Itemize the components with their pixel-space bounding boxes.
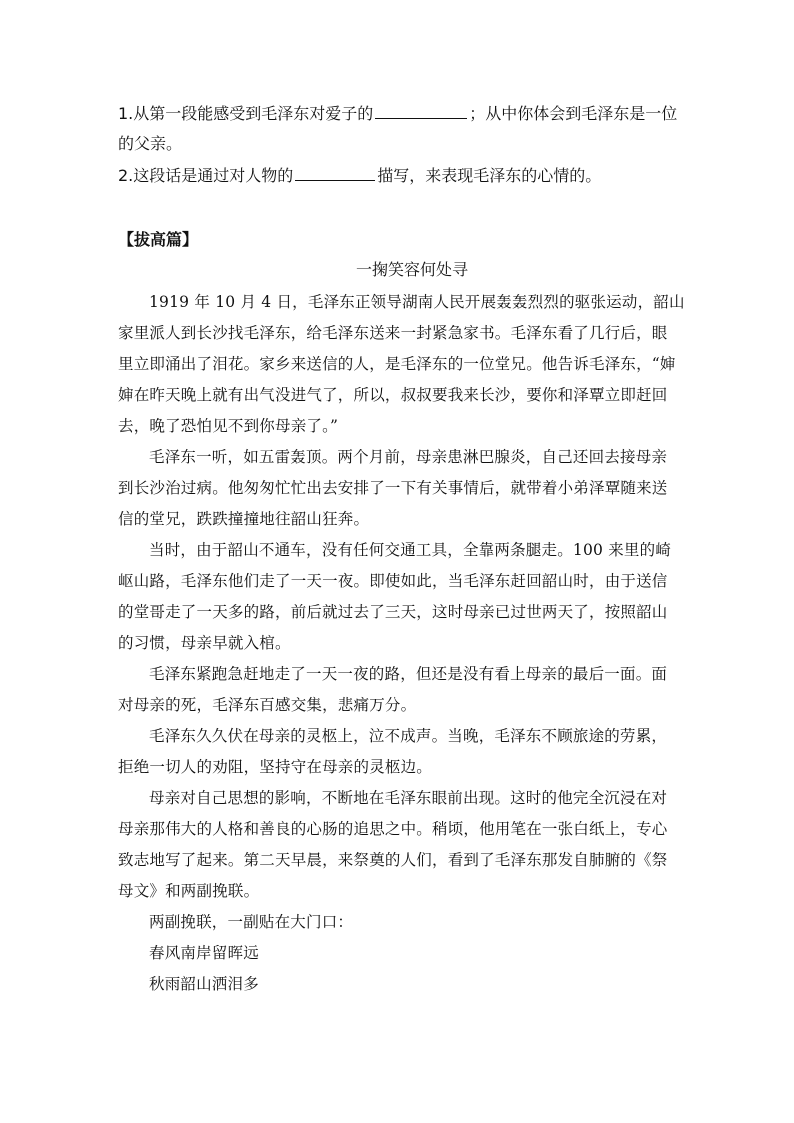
text-line: 当时，由于韶山不通车，没有任何交通工具，全靠两条腿走。100 来里的崎: [149, 541, 672, 559]
question-1-text-after: ；从中你体会到毛泽东是一位: [469, 104, 678, 123]
text-line: 致志地写了起来。第二天早晨，来祭奠的人们，看到了毛泽东那发自肺腑的《祭: [118, 851, 668, 869]
text-line: 对母亲的死，毛泽东百感交集，悲痛万分。: [118, 696, 417, 714]
couplet-line-1: 春风南岸留晖远: [149, 944, 259, 962]
question-2-text-after: 描写，来表现毛泽东的心情的。: [377, 166, 602, 185]
question-2-text-before: 2.这段话是通过对人物的: [118, 166, 294, 185]
question-1-line-1: [118, 103, 677, 124]
text-line: 毛泽东紧跑急赶地走了一天一夜的路，但还是没有看上母亲的最后一面。面: [149, 665, 668, 683]
section-heading: 【拔高篇】: [118, 230, 199, 249]
text-line: 母亲那伟大的人格和善良的心肠的追思之中。稍顷，他用笔在一张白纸上，专心: [118, 820, 668, 838]
question-2: [118, 165, 601, 186]
story-title: 一掬笑容何处寻: [355, 260, 468, 279]
text-line: 毛泽东久久伏在母亲的灵柩上，泣不成声。当晚，毛泽东不顾旅途的劳累，: [149, 727, 668, 745]
text-line: 拒绝一切人的劝阻，坚持守在母亲的灵柩边。: [118, 758, 433, 776]
text-line: 母文》和两副挽联。: [118, 882, 260, 900]
answer-blank-2[interactable]: [295, 165, 375, 181]
question-1-text-before: 1.从第一段能感受到毛泽东对爱子的: [118, 104, 374, 123]
text-line: 两副挽联，一副贴在大门口：: [149, 913, 354, 931]
text-line: 家里派人到长沙找毛泽东，给毛泽东送来一封紧急家书。毛泽东看了几行后，眼: [118, 324, 668, 342]
text-line: 去，晚了恐怕见不到你母亲了。”: [118, 417, 339, 435]
text-line: 信的堂兄，跌跌撞撞地往韶山狂奔。: [118, 510, 370, 528]
text-line: 到长沙治过病。他匆匆忙忙出去安排了一下有关事情后，就带着小弟泽覃随来送: [118, 479, 668, 497]
text-line: 里立即涌出了泪花。家乡来送信的人，是毛泽东的一位堂兄。他告诉毛泽东，“婶: [118, 355, 676, 373]
text-line: 1919 年 10 月 4 日，毛泽东正领导湖南人民开展轰轰烈烈的驱张运动，韶山: [149, 293, 685, 311]
text-line: 母亲对自己思想的影响，不断地在毛泽东眼前出现。这时的他完全沉浸在对: [149, 789, 668, 807]
text-line: 岖山路，毛泽东他们走了一天一夜。即使如此，当毛泽东赶回韶山时，由于送信: [118, 572, 668, 590]
couplet-line-2: 秋雨韶山洒泪多: [149, 975, 259, 993]
question-1-text-line-2: 的父亲。: [118, 134, 183, 153]
text-line: 毛泽东一听，如五雷轰顶。两个月前，母亲患淋巴腺炎，自己还回去接母亲: [149, 448, 668, 466]
question-1-line-2: [118, 134, 182, 154]
answer-blank-1[interactable]: [375, 103, 467, 119]
text-line: 婶在昨天晚上就有出气没进气了，所以，叔叔要我来长沙，要你和泽覃立即赶回: [118, 386, 668, 404]
text-line: 的习惯，母亲早就入棺。: [118, 634, 291, 652]
text-line: 的堂哥走了一天多的路，前后就过去了三天，这时母亲已过世两天了，按照韶山: [118, 603, 668, 621]
